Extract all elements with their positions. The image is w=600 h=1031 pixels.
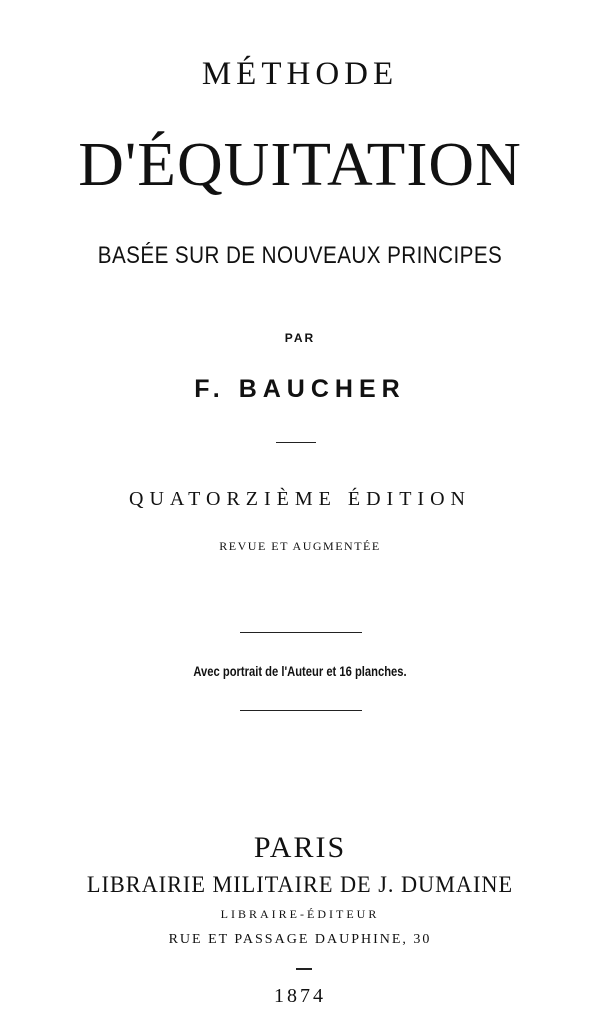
publisher-address: RUE ET PASSAGE DAUPHINE, 30 xyxy=(168,932,432,947)
publication-year: 1874 xyxy=(274,985,326,1007)
illustrations-note: Avec portrait de l'Auteur et 16 planches. xyxy=(193,663,407,679)
edition-statement: QUATORZIÈME ÉDITION xyxy=(129,488,471,510)
title-line-1: MÉTHODE xyxy=(201,56,399,92)
divider-upper xyxy=(240,632,362,633)
divider-short xyxy=(276,442,316,443)
divider-lower xyxy=(240,710,362,711)
title-line-2: D'ÉQUITATION xyxy=(78,131,522,199)
publisher-role: LIBRAIRE-ÉDITEUR xyxy=(220,907,380,921)
author-name: F. BAUCHER xyxy=(194,375,406,403)
revised-statement: REVUE ET AUGMENTÉE xyxy=(219,539,381,553)
publisher-name: LIBRAIRIE MILITAIRE DE J. DUMAINE xyxy=(86,872,514,897)
subtitle: BASÉE SUR DE NOUVEAUX PRINCIPES xyxy=(97,242,503,269)
divider-tiny xyxy=(296,968,312,970)
by-line: PAR xyxy=(284,331,316,345)
city-name: PARIS xyxy=(253,831,347,864)
